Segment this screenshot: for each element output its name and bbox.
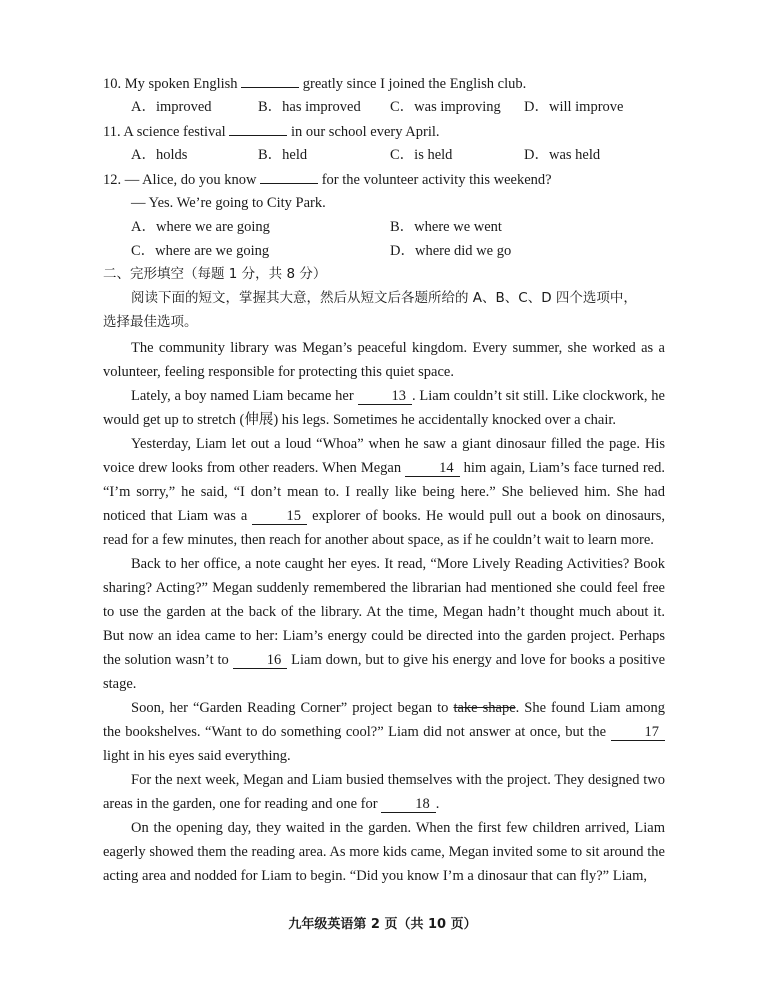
question-11: [103, 121, 440, 142]
paragraph-text: light in his eyes said everything.: [103, 748, 291, 764]
question-stem-pre: A science festival: [123, 124, 226, 140]
question-number: 12.: [103, 172, 122, 188]
question-number: 10.: [103, 76, 122, 92]
passage-paragraph: [103, 768, 665, 816]
cloze-passage: [103, 336, 665, 888]
section-instructions: 阅读下面的短文，掌握其大意，然后从短文后各题所给的 A、B、C、D 四个选项中，: [131, 290, 637, 306]
paragraph-text: Lately, a boy named Liam became her: [131, 388, 354, 404]
option-b: B．where we went: [390, 219, 502, 235]
passage-paragraph: [103, 816, 665, 888]
question-stem-post: greatly since I joined the English club.: [302, 76, 527, 92]
answer-blank: [241, 73, 299, 88]
option-c: C．was improving: [390, 99, 501, 115]
blank-17: 17: [611, 724, 666, 741]
passage-paragraph: [103, 384, 665, 432]
option-d: D．was held: [524, 147, 601, 163]
option-b: B．has improved: [258, 99, 361, 115]
paragraph-text: Soon, her “Garden Reading Corner” project began to: [131, 700, 449, 716]
option-a: A．holds: [131, 147, 188, 163]
paragraph-text: . She found Liam among the bookshelves. “Want to do something cool?” Liam did not answer at once, but the: [103, 700, 665, 740]
dialogue-reply: — Yes. We’re going to City Park.: [131, 195, 326, 211]
option-c: C．where are we going: [131, 243, 270, 259]
paragraph-text: Yesterday, Liam let out a loud “Whoa” when he saw a giant dinosaur filled the page. His voice drew looks from other readers. When Megan: [103, 436, 665, 476]
paragraph-text: On the opening day, they waited in the garden. When the first few children arrived, Liam eagerly showed them the reading area. As more kids came, Megan invited some to sit around the acting area and nodded for Liam to begin. “Did you know I’m a dinosaur that can fly?” Liam,: [103, 820, 665, 884]
paragraph-text: Liam down, but to give his energy and love for books a positive stage.: [103, 652, 666, 692]
passage-paragraph: [103, 432, 665, 552]
blank-13: 13: [358, 388, 413, 405]
option-c: C．is held: [390, 147, 453, 163]
passage-paragraph: [103, 552, 665, 696]
paragraph-text: Back to her office, a note caught her eyes. It read, “More Lively Reading Activities? Book sharing? Acting?” Megan suddenly remembered the librarian had mentioned she could feel free to use the garden at the back of the library. At the time, Megan hadn’t thought much about it. But now an idea came to her: Liam’s energy could be directed into the garden project. Perhaps the solution wasn’t to: [103, 556, 665, 668]
blank-16: 16: [233, 652, 288, 669]
paragraph-text: . Liam couldn’t sit still. Like clockwork, he would get up to stretch (伸展) his legs. Sometimes he accidentally knocked over a chair.: [103, 388, 665, 428]
option-b: B．held: [258, 147, 308, 163]
question-10: [103, 73, 526, 94]
paragraph-text: .: [435, 796, 440, 812]
page-footer: 九年级英语第 2 页（共 10 页）: [288, 917, 477, 932]
question-stem-pre: My spoken English: [124, 76, 238, 92]
paragraph-text: For the next week, Megan and Liam busied themselves with the project. They designed two areas in the garden, one for reading and one for: [103, 772, 665, 812]
blank-15: 15: [252, 508, 307, 525]
question-number: 11.: [103, 124, 121, 140]
section-instructions-cont: 选择最佳选项。: [103, 314, 198, 330]
option-d: D．where did we go: [390, 243, 512, 259]
question-12: [103, 169, 552, 190]
blank-18: 18: [381, 796, 436, 813]
paragraph-text: explorer of books. He would pull out a book on dinosaurs, read for a few minutes, then reach for another about space, as if he couldn’t wait to learn more.: [103, 508, 665, 548]
option-a: A．improved: [131, 99, 212, 115]
question-stem-pre: — Alice, do you know: [124, 172, 257, 188]
paragraph-text: The community library was Megan’s peaceful kingdom. Every summer, she worked as a volunteer, feeling responsible for protecting this quiet space.: [103, 340, 665, 380]
answer-blank: [229, 121, 287, 136]
option-a: A．where we are going: [131, 219, 270, 235]
blank-14: 14: [405, 460, 460, 477]
struck-text: take shape: [453, 700, 516, 716]
option-d: D．will improve: [524, 99, 624, 115]
passage-paragraph: [103, 336, 665, 384]
section-heading: 二、完形填空（每题 1 分，共 8 分）: [103, 266, 327, 282]
question-stem-post: for the volunteer activity this weekend?: [321, 172, 552, 188]
passage-paragraph: [103, 696, 665, 768]
paragraph-text: him again, Liam’s face turned red. “I’m sorry,” he said, “I don’t mean to. I really like being here.” She believed him. She had noticed that Liam was a: [103, 460, 665, 524]
answer-blank: [260, 169, 318, 184]
question-stem-post: in our school every April.: [290, 124, 440, 140]
